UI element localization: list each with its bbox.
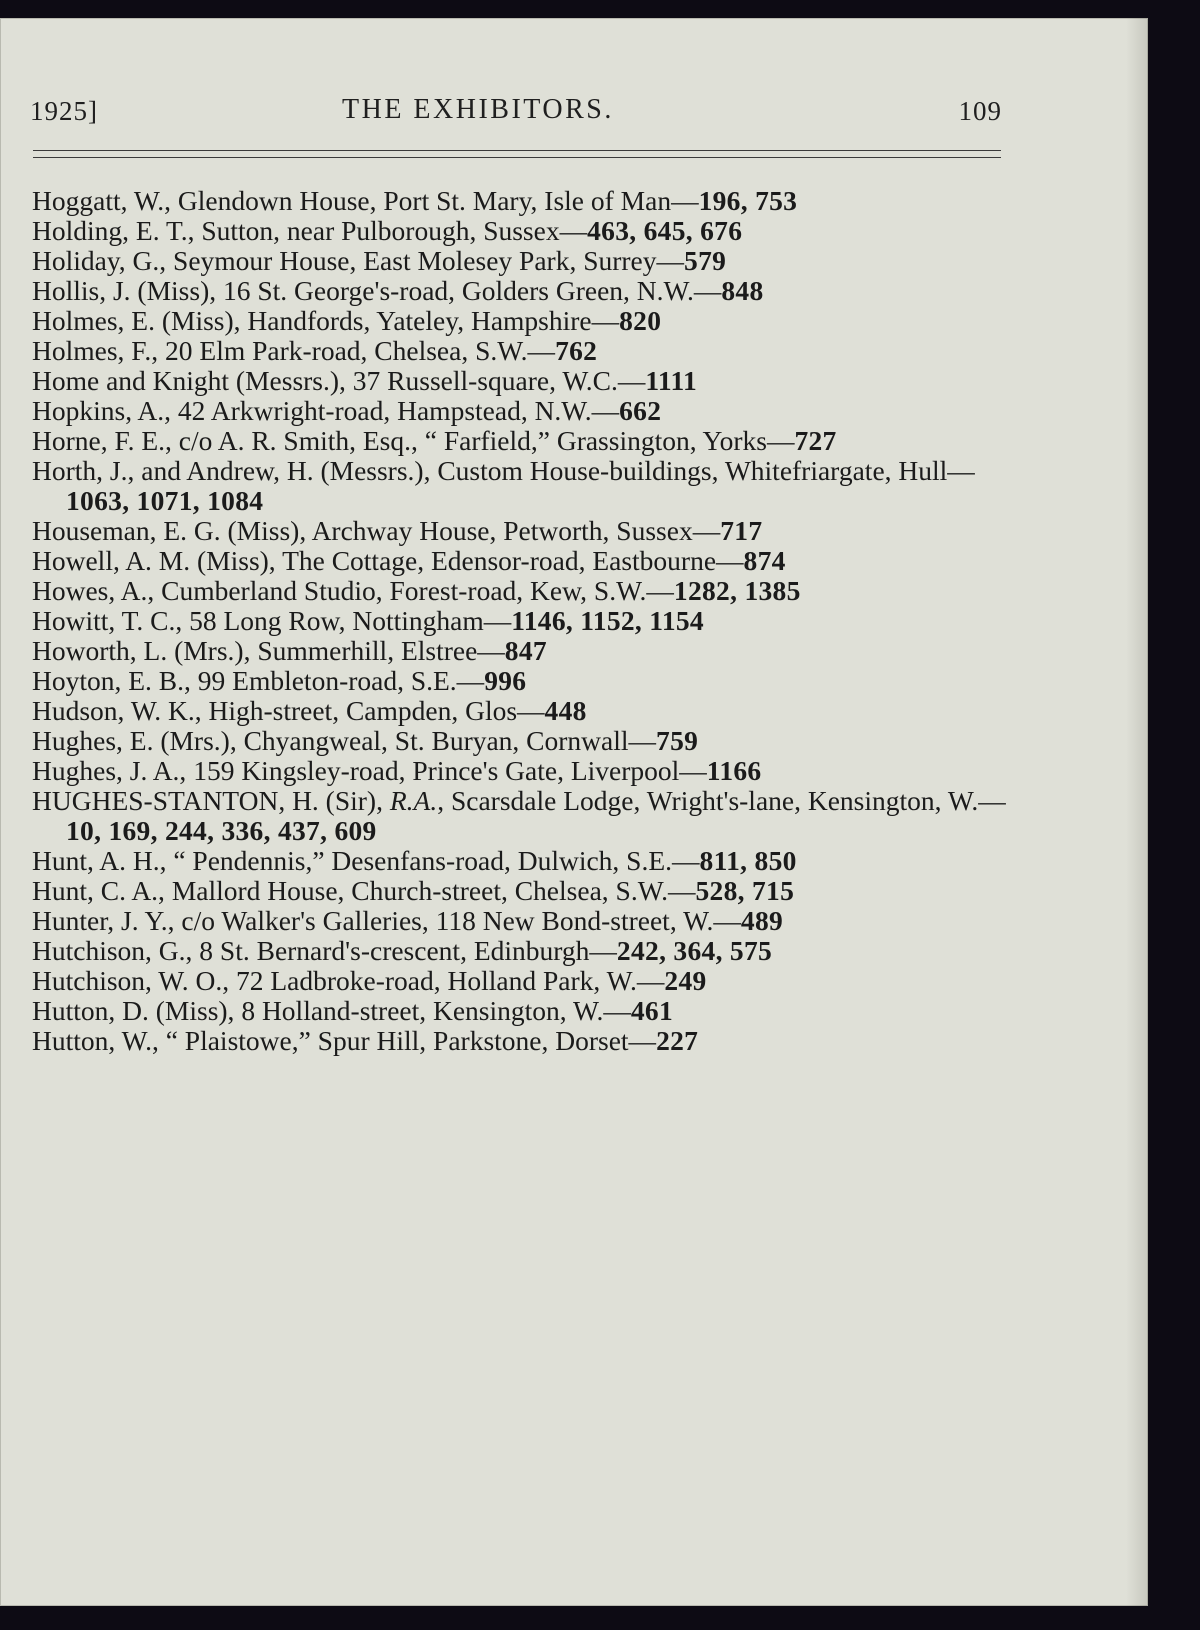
exhibitor-name: Howes, A.,: [32, 575, 155, 606]
exhibitor-name: Home and Knight (Messrs.),: [32, 365, 346, 396]
exhibitor-name: Hutton, D. (Miss),: [32, 995, 235, 1026]
catalogue-numbers: 727: [794, 425, 837, 456]
catalogue-numbers: 759: [656, 725, 699, 756]
exhibitor-address: High-street, Campden, Glos—: [201, 695, 545, 726]
catalogue-numbers: 848: [721, 275, 764, 306]
exhibitor-name: Houseman, E. G. (Miss),: [32, 515, 307, 546]
exhibitor-entry: [32, 966, 1022, 996]
catalogue-numbers: 1166: [706, 755, 762, 786]
exhibitor-name: HUGHES-STANTON, H. (Sir),: [32, 785, 383, 816]
running-header: [30, 84, 1002, 134]
catalogue-numbers: 10, 169, 244, 336, 437, 609: [66, 815, 377, 846]
book-page: [0, 18, 1148, 1606]
exhibitor-address: 8 St. Bernard's-crescent, Edinburgh—: [192, 935, 617, 966]
exhibitor-address: c/o Walker's Galleries, 118 New Bond-street, W.—: [174, 905, 741, 936]
catalogue-numbers: 717: [720, 515, 763, 546]
catalogue-numbers: 662: [619, 395, 662, 426]
catalogue-numbers: 463, 645, 676: [587, 215, 743, 246]
exhibitor-address: 37 Russell-square, W.C.—: [345, 365, 646, 396]
exhibitor-entry: [32, 546, 1022, 576]
exhibitor-name: Hoggatt, W.,: [32, 185, 172, 216]
exhibitor-address: “ Pendennis,” Desenfans-road, Dulwich, S.E.—: [166, 845, 700, 876]
exhibitor-address: Handfords, Yateley, Hampshire—: [240, 305, 620, 336]
exhibitor-name: Howell, A. M. (Miss),: [32, 545, 276, 576]
catalogue-numbers: 227: [656, 1025, 699, 1056]
catalogue-numbers: 528, 715: [695, 875, 795, 906]
exhibitor-address: Chyangweal, St. Buryan, Cornwall—: [236, 725, 657, 756]
catalogue-numbers: 242, 364, 575: [616, 935, 773, 966]
exhibitor-name: Hutchison, G.,: [32, 935, 193, 966]
exhibitor-name: Holmes, F.,: [32, 335, 159, 366]
exhibitor-name: Hunter, J. Y.,: [32, 905, 175, 936]
exhibitor-entry: [32, 336, 1022, 366]
catalogue-numbers: 249: [664, 965, 707, 996]
exhibitor-entry: [32, 516, 1022, 546]
exhibitor-address: 20 Elm Park-road, Chelsea, S.W.—: [158, 335, 556, 366]
exhibitor-address: 58 Long Row, Nottingham—: [182, 605, 512, 636]
exhibitor-entry: [32, 636, 1022, 666]
exhibitor-address: Custom House-buildings, Whitefriargate, Hull—: [430, 455, 975, 486]
catalogue-numbers: 461: [630, 995, 674, 1026]
exhibitor-address: c/o A. R. Smith, Esq., “ Farfield,” Grassington, Yorks—: [171, 425, 795, 456]
exhibitor-entry: [32, 666, 1022, 696]
exhibitor-name: Hughes, J. A.,: [32, 755, 187, 786]
exhibitor-address: 99 Embleton-road, S.E.—: [190, 665, 485, 696]
catalogue-numbers: 448: [544, 695, 587, 726]
catalogue-numbers: 489: [740, 905, 784, 936]
page-title: THE EXHIBITORS.: [342, 94, 614, 125]
exhibitor-entry: [32, 606, 1022, 636]
exhibitor-entry: [32, 726, 1022, 756]
catalogue-numbers: 1063, 1071, 1084: [66, 485, 264, 516]
exhibitor-address: , Scarsdale Lodge, Wright's-lane, Kensington, W.—: [437, 785, 1006, 816]
exhibitor-name: Holmes, E. (Miss),: [32, 305, 241, 336]
exhibitor-address: Summerhill, Elstree—: [250, 635, 505, 666]
exhibitor-entry: [32, 366, 1022, 396]
exhibitor-name: Hughes, E. (Mrs.),: [32, 725, 237, 756]
exhibitor-address: Cumberland Studio, Forest-road, Kew, S.W.—: [154, 575, 674, 606]
exhibitor-name: Howorth, L. (Mrs.),: [32, 635, 251, 666]
header-double-rule: [33, 150, 1001, 158]
exhibitor-name: Hoyton, E. B.,: [32, 665, 191, 696]
catalogue-numbers: 196, 753: [698, 185, 798, 216]
exhibitor-address: 42 Arkwright-road, Hampstead, N.W.—: [171, 395, 620, 426]
exhibitor-address: Archway House, Petworth, Sussex—: [306, 515, 721, 546]
exhibitor-entry: [32, 756, 1022, 786]
catalogue-numbers: 811, 850: [699, 845, 797, 876]
exhibitor-entry: [32, 906, 1022, 936]
catalogue-numbers: 847: [504, 635, 547, 666]
exhibitor-name: Horth, J., and Andrew, H. (Messrs.),: [32, 455, 431, 486]
exhibitor-entry: [32, 696, 1022, 726]
page-number: 109: [958, 96, 1002, 126]
catalogue-numbers: 996: [484, 665, 527, 696]
exhibitor-address: 16 St. George's-road, Golders Green, N.W.—: [216, 275, 722, 306]
exhibitor-entry: [32, 576, 1022, 606]
exhibitor-name: Holding, E. T.,: [32, 215, 195, 246]
exhibitor-entry: [32, 846, 1022, 876]
exhibitor-name: Holiday, G.,: [32, 245, 167, 276]
exhibitor-address: Mallord House, Church-street, Chelsea, S.W.—: [164, 875, 696, 906]
exhibitor-list: [32, 186, 1022, 1056]
catalogue-numbers: 762: [555, 335, 598, 366]
exhibitor-address: Seymour House, East Molesey Park, Surrey—: [166, 245, 685, 276]
exhibitor-entry: [32, 786, 1022, 846]
exhibitor-title: R.A.: [382, 785, 438, 816]
exhibitor-name: Hudson, W. K.,: [32, 695, 202, 726]
catalogue-numbers: 820: [619, 305, 662, 336]
exhibitor-name: Hutton, W.,: [32, 1025, 159, 1056]
exhibitor-entry: [32, 186, 1022, 216]
catalogue-numbers: 1111: [645, 365, 698, 396]
exhibitor-entry: [32, 456, 1022, 516]
catalogue-numbers: 874: [743, 545, 786, 576]
exhibitor-address: 159 Kingsley-road, Prince's Gate, Liverpool—: [186, 755, 707, 786]
exhibitor-entry: [32, 936, 1022, 966]
exhibitor-address: “ Plaistowe,” Spur Hill, Parkstone, Dorset—: [158, 1025, 657, 1056]
exhibitor-name: Hutchison, W. O.,: [32, 965, 230, 996]
exhibitor-entry: [32, 426, 1022, 456]
exhibitor-entry: [32, 216, 1022, 246]
exhibitor-entry: [32, 876, 1022, 906]
exhibitor-address: 8 Holland-street, Kensington, W.—: [234, 995, 631, 1026]
exhibitor-entry: [32, 306, 1022, 336]
exhibitor-name: Horne, F. E.,: [32, 425, 172, 456]
exhibitor-address: The Cottage, Edensor-road, Eastbourne—: [275, 545, 744, 576]
catalogue-numbers: 579: [684, 245, 727, 276]
catalogue-numbers: 1146, 1152, 1154: [511, 605, 704, 636]
exhibitor-address: Sutton, near Pulborough, Sussex—: [194, 215, 588, 246]
exhibitor-address: Glendown House, Port St. Mary, Isle of Man—: [171, 185, 699, 216]
exhibitor-entry: [32, 996, 1022, 1026]
exhibitor-entry: [32, 1026, 1022, 1056]
exhibitor-name: Hunt, A. H.,: [32, 845, 167, 876]
exhibitor-name: Hopkins, A.,: [32, 395, 172, 426]
header-year: 1925]: [30, 96, 98, 126]
exhibitor-name: Hollis, J. (Miss),: [32, 275, 217, 306]
exhibitor-entry: [32, 396, 1022, 426]
exhibitor-name: Hunt, C. A.,: [32, 875, 165, 906]
exhibitor-entry: [32, 246, 1022, 276]
exhibitor-address: 72 Ladbroke-road, Holland Park, W.—: [229, 965, 665, 996]
catalogue-numbers: 1282, 1385: [673, 575, 801, 606]
exhibitor-entry: [32, 276, 1022, 306]
exhibitor-name: Howitt, T. C.,: [32, 605, 183, 636]
